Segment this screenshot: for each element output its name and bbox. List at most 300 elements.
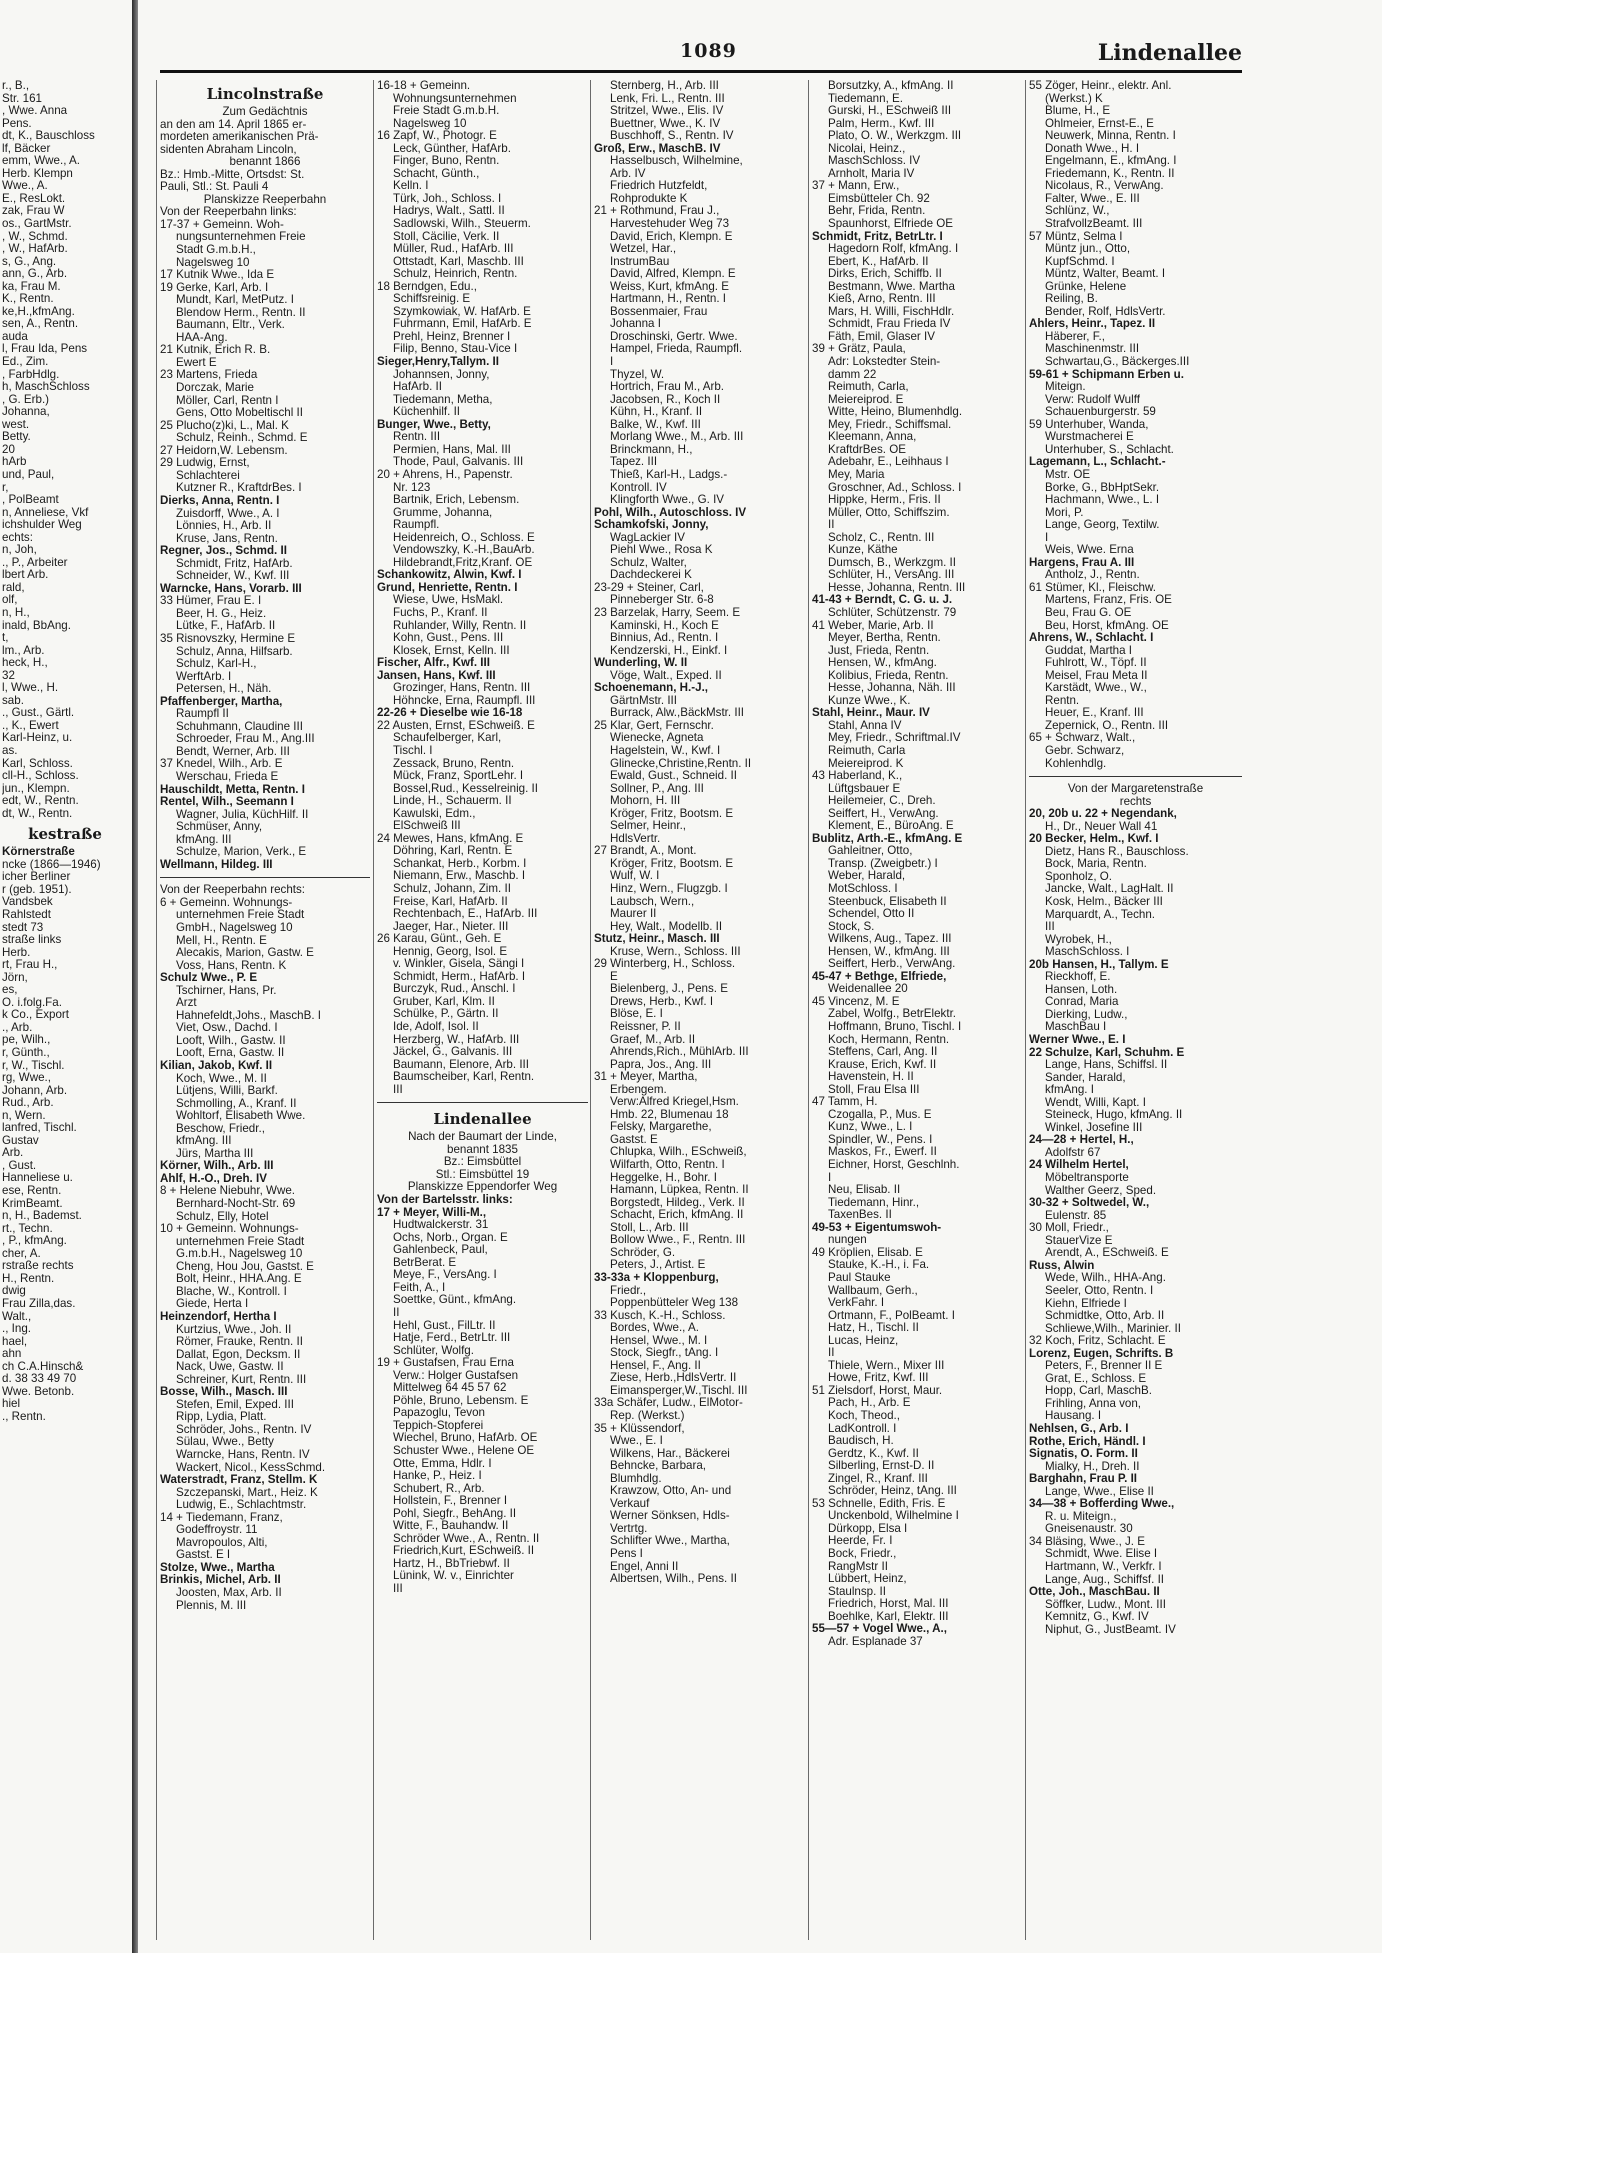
directory-line: Hensen, W., kfmAng. [828, 657, 937, 670]
directory-line: ncke (1866—1946) [2, 858, 101, 871]
directory-line: dwig [2, 1285, 26, 1298]
directory-line: Jörn, [2, 971, 28, 984]
directory-line: Grünke, Helene [1045, 280, 1127, 293]
directory-line: Nicolai, Heinz., [828, 142, 906, 155]
directory-line: Schlüter, Schützenstr. 79 [828, 606, 957, 619]
directory-line: ichshulder Weg [2, 519, 82, 532]
column-2 [377, 80, 588, 1940]
directory-line: Lünink, W. v., Einrichter [393, 1570, 514, 1583]
directory-line: Hagelstein, W., Kwf. I [610, 744, 721, 757]
directory-line: Hoffmann, Bruno, Tischl. I [828, 1021, 962, 1034]
directory-line: rt, Frau H., [2, 959, 58, 972]
directory-line: Kaminski, H., Koch E [610, 619, 719, 632]
directory-line: Antholz, J., Rentn. [1045, 569, 1140, 582]
directory-line: Linde, H., Schauerm. II [393, 795, 512, 808]
directory-line: Paul Stauke [828, 1271, 891, 1284]
directory-line: Von der Bartelsstr. links: [377, 1194, 513, 1207]
directory-line: Hesse, Johanna, Rentn. III [828, 581, 966, 594]
directory-line: Von der Reeperbahn rechts: [160, 884, 306, 897]
directory-line: ka, Frau M. [2, 280, 61, 293]
header-rule [160, 70, 1242, 73]
directory-line: Nack, Uwe, Gastw. II [176, 1361, 284, 1374]
directory-line: 24 Mewes, Hans, kfmAng. E [377, 832, 524, 845]
directory-line: unternehmen Freie Stadt [176, 909, 305, 922]
directory-line: Schamkofski, Jonny, [594, 519, 709, 532]
directory-line: Schulz, Reinh., Schmd. E [176, 432, 308, 445]
directory-line: Söffker, Ludw., Mont. III [1045, 1598, 1166, 1611]
directory-line: 35 Risnovszky, Hermine E [160, 632, 296, 645]
directory-line: stedt 73 [2, 921, 44, 934]
directory-line: Warncke, Hans, Rentn. IV [176, 1448, 310, 1461]
directory-line: Schulz, Heinrich, Rentn. [393, 268, 518, 281]
directory-line: Eulenstr. 85 [1045, 1209, 1107, 1222]
directory-line: Reimuth, Carla, [828, 381, 909, 394]
directory-line: k Co., Export [2, 1009, 70, 1022]
directory-line: emm, Wwe., A. [2, 155, 80, 168]
directory-line: Arzt [176, 997, 197, 1010]
directory-line: Papazoglu, Tevon [393, 1407, 485, 1420]
directory-line: kfmAng. III [176, 833, 232, 846]
directory-line: Unckenbold, Wilhelmine I [828, 1510, 959, 1523]
directory-line: Jaeger, Har., Nieter. III [393, 920, 509, 933]
directory-line: Bielenberg, J., Pens. E [610, 983, 728, 996]
directory-line: es, [2, 984, 18, 997]
directory-line: Lütjens, Willi, Barkf. [176, 1085, 278, 1098]
directory-line: Dierking, Ludw., [1045, 1008, 1128, 1021]
directory-line: 37 Knedel, Wilh., Arb. E [160, 758, 283, 771]
directory-line: Pens. [2, 117, 32, 130]
directory-line: 23-29 + Steiner, Carl, [594, 581, 704, 594]
directory-line: Eimansperger,W.,Tischl. III [610, 1384, 748, 1397]
directory-line: Witte, F., Bauhandw. II [393, 1520, 509, 1533]
directory-line: Hahnefeldt,Johs., MaschB. I [176, 1009, 321, 1022]
directory-line: jun., Klempn. [2, 782, 70, 795]
directory-line: Sieger,Henry,Tallym. II [377, 356, 499, 369]
directory-line: GärtnMstr. III [610, 694, 677, 707]
directory-line: BetrBerat. E [393, 1256, 457, 1269]
directory-line: Hadrys, Walt., Sattl. II [393, 205, 505, 218]
directory-line: Döhring, Karl, Rentn. E [393, 845, 513, 858]
directory-line: Stock, S. [828, 920, 875, 933]
directory-line: Meye, F., VersAng. I [393, 1269, 497, 1282]
directory-line: Weis, Wwe. Erna [1045, 544, 1134, 557]
directory-line: Kunze Wwe., K. [828, 694, 911, 707]
directory-line: Bock, Friedr., [828, 1547, 897, 1560]
directory-line: Kiehn, Elfriede I [1045, 1297, 1127, 1310]
directory-line: Ochs, Norb., Organ. E [393, 1231, 508, 1244]
directory-line: Miteign. [1045, 381, 1086, 394]
directory-line: WagLackier IV [610, 531, 685, 544]
directory-line: Blendow Herm., Rentn. II [176, 306, 306, 319]
directory-line: H., Dr., Neuer Wall 41 [1045, 820, 1158, 833]
directory-line: 8 + Helene Niebuhr, Wwe. [160, 1185, 296, 1198]
directory-line: 33 Hümer, Frau E. I [160, 595, 262, 608]
directory-line: Otte, Emma, Hdlr. I [393, 1457, 492, 1470]
directory-line: 41-43 + Berndt, C. G. u. J. [812, 594, 953, 607]
directory-line: Walt., [2, 1310, 32, 1323]
directory-line: Höhncke, Erna, Raumpfl. III [393, 694, 536, 707]
directory-line: Plato, O. W., Werkzgm. III [828, 130, 962, 143]
directory-line: Hollstein, F., Brenner I [393, 1495, 508, 1508]
directory-line: Körnerstraße [2, 846, 75, 859]
directory-line: 10 + Gemeinn. Wohnungs- [160, 1223, 299, 1236]
directory-line: pe, Wilh., [2, 1034, 51, 1047]
directory-line: , W., Schmd. [2, 230, 68, 243]
directory-line: Str. 161 [2, 92, 42, 105]
directory-line: Borke, G., BbHptSekr. [1045, 481, 1160, 494]
directory-line: 24—28 + Hertel, H., [1029, 1134, 1134, 1147]
directory-line: Erbengem. [610, 1083, 667, 1096]
directory-line: Ed., Zim. [2, 356, 49, 369]
directory-line: Dierks, Anna, Rentn. I [160, 494, 280, 507]
directory-line: TaxenBes. II [828, 1209, 892, 1222]
directory-line: 27 Heidorn,W. Lebensm. [160, 444, 288, 457]
directory-line: 55—57 + Vogel Wwe., A., [812, 1623, 947, 1636]
directory-line: Pens I [610, 1547, 643, 1560]
directory-line: Mori, P. [1045, 506, 1084, 519]
directory-line: auda [2, 330, 28, 343]
directory-line: Lange, Wwe., Elise II [1045, 1485, 1154, 1498]
directory-line: Droschinski, Gertr. Wwe. [610, 330, 738, 343]
directory-line: as. [2, 744, 18, 757]
directory-line: Steineck, Hugo, kfmAng. II [1045, 1109, 1183, 1122]
directory-line: Kröger, Fritz, Bootsm. E [610, 807, 734, 820]
directory-line: StrafvollzBeamt. III [1045, 218, 1143, 231]
directory-line: Schmidt, Herm., HafArb. I [393, 970, 526, 983]
directory-line: Bendt, Werner, Arb. III [176, 745, 290, 758]
directory-line: Ahlers, Heinr., Tapez. II [1029, 318, 1156, 331]
directory-line: Weiss, Kurt, kfmAng. E [610, 280, 729, 293]
section-heading: kestraße [28, 825, 102, 844]
section-heading: Lindenallee [433, 1110, 532, 1129]
directory-line: Beer, H. G., Heiz. [176, 607, 267, 620]
directory-line: Vertrtg. [610, 1522, 648, 1535]
directory-line: Wunderling, W. II [594, 657, 688, 670]
directory-line: Wienecke, Agneta [610, 732, 704, 745]
directory-line: olf, [2, 594, 18, 607]
directory-line: Wagner, Julia, KüchHilf. II [176, 808, 309, 821]
directory-line: Jäckel, G., Galvanis. III [393, 1046, 513, 1059]
directory-line: Hensen, W., kfmAng. III [828, 945, 950, 958]
directory-line: Heinzendorf, Hertha I [160, 1310, 277, 1323]
directory-line: sab. [2, 694, 24, 707]
directory-line: Ottstadt, Karl, Maschb. III [393, 255, 524, 268]
directory-line: Schuster Wwe., Helene OE [393, 1444, 535, 1457]
directory-line: Binnius, Ad., Rentn. I [610, 632, 719, 645]
directory-line: Arb. IV [610, 167, 646, 180]
directory-line: ., Arb. [2, 1021, 33, 1034]
directory-line: Conrad, Maria [1045, 996, 1119, 1009]
directory-line: LadKontroll. I [828, 1422, 897, 1435]
directory-line: Jancke, Walt., LagHalt. II [1045, 883, 1174, 896]
directory-line: Stolze, Wwe., Martha [160, 1561, 275, 1574]
directory-line: Palm, Herm., Kwf. III [828, 117, 935, 130]
directory-line: Plennis, M. III [176, 1599, 247, 1612]
directory-line: Werschau, Frieda E [176, 770, 279, 783]
directory-line: Prehl, Heinz, Brenner I [393, 330, 511, 343]
directory-line: Selmer, Heinr., [610, 820, 687, 833]
directory-line: Hausang. I [1045, 1410, 1102, 1423]
directory-line: Rep. (Werkst.) [610, 1409, 685, 1422]
directory-line: straße links [2, 934, 62, 947]
directory-line: Havenstein, H. II [828, 1071, 914, 1084]
directory-line: Arendt, A., ESchweiß. E [1045, 1247, 1169, 1260]
directory-line: Schreiner, Kurt, Rentn. III [176, 1373, 307, 1386]
directory-line: 29 Winterberg, H., Schloss. [594, 958, 736, 971]
directory-line: Kleemann, Anna, [828, 431, 917, 444]
directory-line: 14 + Tiedemann, Franz, [160, 1511, 283, 1524]
directory-line: Thieß, Karl-H., Ladgs.- [610, 468, 728, 481]
directory-line: Donath Wwe., H. I [1045, 142, 1140, 155]
directory-line: Hanke, P., Heiz. I [393, 1470, 482, 1483]
directory-line: Schulze, Marion, Verk., E [176, 846, 307, 859]
directory-line: Laubsch, Wern., [610, 895, 695, 908]
directory-line: Koch, Hermann, Rentn. [828, 1033, 950, 1046]
directory-line: n, Wern. [2, 1109, 46, 1122]
directory-line: 61 Stümer, Kl., Fleischw. [1029, 581, 1156, 594]
directory-line: Stadt G.m.b.H., [176, 244, 256, 257]
directory-line: Ebert, K., HafArb. II [828, 255, 929, 268]
directory-line: Wohnungsunternehmen [393, 92, 517, 105]
directory-line: Stauke, K.-H., i. Fa. [828, 1259, 930, 1272]
directory-line: Maskos, Fr., Ewerf. II [828, 1146, 937, 1159]
directory-line: Pohl, Siegfr., BehAng. II [393, 1507, 517, 1520]
directory-line: Lübbert, Heinz, [828, 1573, 907, 1586]
directory-line: Frau Zilla,das. [2, 1297, 76, 1310]
directory-line: Spindler, W., Pens. I [828, 1133, 933, 1146]
directory-line: Mohorn, H. III [610, 795, 681, 808]
directory-line: HAA-Ang. [176, 331, 228, 344]
directory-line: Hinz, Wern., Flugzgb. I [610, 883, 728, 895]
directory-line: 6 + Gemeinn. Wohnungs- [160, 896, 293, 909]
directory-line: Krawzow, Otto, An- und [610, 1485, 732, 1498]
directory-line: Jansen, Hans, Kwf. III [377, 669, 496, 682]
directory-line: Ripp, Lydia, Platt. [176, 1411, 267, 1424]
directory-line: Rothe, Erich, Händl. I [1029, 1435, 1146, 1448]
directory-line: Klingforth Wwe., G. IV [610, 494, 725, 507]
directory-line: Permien, Hans, Mal. III [393, 443, 511, 456]
directory-line: Wohltorf, Elisabeth Wwe. [176, 1110, 306, 1123]
column-separator [1025, 80, 1026, 1940]
directory-line: Freie Stadt G.m.b.H. [393, 105, 500, 118]
directory-line: mordeten amerikanischen Prä- [160, 131, 319, 144]
directory-line: Klosek, Ernst, Kelln. III [393, 644, 510, 657]
directory-line: , Gust. [2, 1159, 37, 1172]
directory-line: Mey, Friedr., Schriftmal.IV [828, 732, 961, 745]
directory-line: Schroeder, Frau M., Ang.III [176, 733, 315, 746]
directory-line: Russ, Alwin [1029, 1259, 1095, 1272]
directory-line: Meisel, Frau Meta II [1045, 669, 1148, 682]
directory-line: Nagelsweg 10 [176, 256, 250, 269]
directory-line: Borgstedt, Hildeg., Verk. II [610, 1196, 745, 1209]
directory-line: Silberling, Ernst-D. II [828, 1460, 935, 1473]
directory-line: Friedemann, K., Rentn. II [1045, 167, 1175, 180]
directory-line: Ziese, Herb.,HdlsVertr. II [610, 1372, 737, 1385]
directory-line: 30-32 + Soltwedel, W., [1029, 1197, 1150, 1210]
running-head: Lindenallee [1097, 40, 1242, 66]
directory-line: Poppenbütteler Weg 138 [610, 1297, 739, 1310]
directory-line: Stoll, L., Arb. III [610, 1221, 689, 1234]
directory-line: Alecakis, Marion, Gastw. E [176, 947, 314, 960]
directory-line: Groschner, Ad., Schloss. I [828, 481, 962, 494]
directory-line: rstraße rechts [2, 1260, 74, 1273]
directory-line: Eichner, Horst, Geschlnh. [828, 1159, 960, 1172]
directory-line: dt, K., Bauschloss [2, 130, 95, 143]
column-1 [160, 80, 370, 1940]
directory-line: Wallbaum, Gerh., [828, 1284, 918, 1297]
directory-line: 20b Hansen, H., Tallym. E [1029, 958, 1169, 971]
directory-line: Nehlsen, G., Arb. I [1029, 1422, 1129, 1435]
directory-line: Fuhlrott, W., Töpf. II [1045, 657, 1147, 670]
directory-line: Winkel, Josefine III [1045, 1121, 1143, 1134]
directory-line: Wulf, W. I [610, 870, 660, 883]
directory-line: Mavropoulos, Alti, [176, 1536, 268, 1549]
directory-line: Kelln. I [393, 180, 429, 193]
directory-line: 22-26 + Dieselbe wie 16-18 [377, 707, 523, 720]
directory-line: Kurtzius, Wwe., Joh. II [176, 1323, 292, 1336]
directory-line: h, MaschSchloss [2, 381, 90, 394]
directory-line: Bollow Wwe., F., Rentn. III [610, 1234, 746, 1247]
directory-line: Spaunhorst, Elfriede OE [828, 218, 954, 231]
directory-line: Hagedorn Rolf, kfmAng. I [828, 243, 959, 256]
directory-line: Ide, Adolf, Isol. II [393, 1021, 479, 1034]
directory-line: Wellmann, Hildeg. III [160, 858, 273, 871]
directory-line: Ewert E [176, 356, 217, 369]
directory-line: Morlang Wwe., M., Arb. III [610, 431, 744, 444]
directory-line: Schankat, Herb., Korbm. I [393, 857, 527, 870]
directory-line: Heidenreich, O., Schloss. E [393, 531, 535, 544]
directory-line: Blache, W., Kontroll. I [176, 1285, 287, 1298]
directory-line: Stoll, Cäcilie, Verk. II [393, 230, 500, 243]
directory-line: Küchenhilf. II [393, 406, 461, 419]
directory-line: Hudtwalckerstr. 31 [393, 1219, 489, 1232]
directory-line: ch C.A.Hinsch& [2, 1360, 84, 1373]
directory-line: Ludwig, E., Schlachtmstr. [176, 1499, 307, 1512]
directory-line: Lorenz, Eugen, Schrifts. B [1029, 1347, 1174, 1360]
directory-line: Schmidt, Fritz, BetrLtr. I [812, 230, 943, 243]
directory-line: III [393, 1582, 403, 1595]
directory-line: Werner Sönksen, Hdls- [610, 1510, 730, 1523]
directory-line: Waterstradt, Franz, Stellm. K [160, 1474, 318, 1487]
directory-line: Hamann, Lüpkea, Rentn. II [610, 1184, 749, 1197]
directory-line: Karl, Schloss. [2, 757, 73, 770]
directory-line: benannt 1866 [229, 156, 301, 169]
directory-line: kfmAng. III [176, 1135, 232, 1148]
directory-line: Vöge, Walt., Exped. II [610, 669, 722, 682]
directory-line: Schmidt, Wwe. Elise I [1045, 1548, 1158, 1561]
directory-line: Tschirner, Hans, Pr. [176, 984, 277, 997]
directory-line: Hatz, H., Tischl. II [828, 1322, 919, 1335]
directory-line: Hachmann, Wwe., L. I [1045, 494, 1160, 507]
directory-line: Grund, Henriette, Rentn. I [377, 581, 518, 594]
directory-line: Schmidt, Fritz, HafArb. [176, 557, 293, 570]
directory-line: Martens, Franz, Fris. OE [1045, 594, 1172, 607]
directory-line: n, Joh, [2, 544, 37, 557]
directory-line: Grat, E., Schloss. E [1045, 1372, 1147, 1385]
directory-line: 24 Wilhelm Hertel, [1029, 1159, 1129, 1172]
directory-line: 34—38 + Bofferding Wwe., [1029, 1498, 1175, 1511]
directory-line: r, Günth., [2, 1047, 50, 1060]
directory-line: Fuchs, P., Kranf. II [393, 606, 488, 619]
directory-line: Boehlke, Karl, Elektr. III [828, 1610, 949, 1623]
directory-line: r., B., [2, 80, 30, 92]
directory-line: Niphut, G., JustBeamt. IV [1045, 1623, 1176, 1636]
directory-line: 21 + Rothmund, Frau J., [594, 205, 720, 218]
directory-line: 57 Müntz, Selma I [1029, 230, 1123, 243]
directory-line: Borsutzky, A., kfmAng. II [828, 80, 954, 92]
directory-line: H., Rentn. [2, 1272, 55, 1285]
directory-line: Arnholt, Maria IV [828, 167, 915, 180]
directory-line: Lütke, F., HafArb. II [176, 620, 276, 633]
directory-line: Betty. [2, 431, 31, 444]
directory-line: Ahlf, H.-O., Dreh. IV [160, 1172, 267, 1185]
directory-line: Lange, Hans, Schiffsl. II [1045, 1059, 1168, 1072]
directory-line: unternehmen Freie Stadt [176, 1235, 305, 1248]
directory-line: Heerde, Fr. I [828, 1535, 893, 1548]
directory-line: MotSchloss. I [828, 883, 898, 895]
directory-line: Werner Wwe., E. I [1029, 1034, 1126, 1047]
directory-line: Kröger, Fritz, Bootsm. E [610, 857, 734, 870]
directory-line: Steffens, Carl, Ang. II [828, 1046, 938, 1059]
directory-line: nungen [828, 1234, 867, 1247]
directory-line: ., K., Ewert [2, 719, 59, 732]
directory-line: Fuhrmann, Emil, HafArb. E [393, 318, 532, 331]
directory-line: rald, [2, 581, 25, 594]
directory-line: Fischer, Alfr., Kwf. III [377, 657, 490, 670]
directory-line: Hatje, Ferd., BetrLtr. III [393, 1332, 511, 1345]
directory-line: Wede, Wilh., HHA-Ang. [1045, 1272, 1166, 1285]
directory-line: Schröder, G. [610, 1246, 676, 1259]
directory-line: Friedrich, Horst, Mal. III [828, 1598, 949, 1611]
directory-line: Groß, Erw., MaschB. IV [594, 142, 721, 155]
directory-line: Lange, Georg, Textilw. [1045, 519, 1160, 532]
directory-line: Schlüter, Wolfg. [393, 1344, 474, 1357]
directory-line: 43 Haberland, K., [812, 770, 903, 783]
directory-line: Adr. Esplanade 37 [828, 1635, 923, 1648]
directory-line: Lagemann, L., Schlacht.- [1029, 456, 1166, 469]
directory-line: Maschinenmstr. III [1045, 343, 1140, 356]
directory-line: Schulz, Anna, Hilfsarb. [176, 645, 293, 658]
directory-line: Schröder, Heinz, tAng. III [828, 1485, 957, 1498]
directory-line: Hartz, H., BbTriebwf. II [393, 1557, 510, 1570]
directory-line: Peters, F., Brenner II E [1045, 1360, 1163, 1373]
directory-line: Schulz, Elly, Hotel [176, 1210, 269, 1223]
directory-line: Von der Reeperbahn links: [160, 206, 297, 219]
directory-line: Gens, Otto Mobeltischl II [176, 407, 303, 420]
directory-line: Blumhdlg. [610, 1472, 662, 1485]
directory-line: Thyzel, W. [610, 368, 665, 381]
directory-line: Ortmann, F., PolBeamt. I [828, 1309, 955, 1322]
directory-line: Mück, Franz, SportLehr. I [393, 770, 524, 783]
directory-line: Schröder Wwe., A., Rentn. II [393, 1532, 540, 1545]
directory-line: Wilfarth, Otto, Rentn. I [610, 1159, 725, 1172]
directory-line: Hehl, Gust., FilLtr. II [393, 1319, 496, 1332]
directory-line: Mundt, Karl, MetPutz. I [176, 294, 294, 307]
directory-line: Voss, Hans, Rentn. K [176, 959, 287, 972]
directory-line: Bestmann, Wwe. Martha [828, 280, 955, 293]
directory-line: Meiereiprod. K [828, 757, 904, 770]
directory-line: r, [2, 481, 9, 494]
directory-line: Schwartau,G., Bäckerges.III [1045, 356, 1190, 369]
directory-line: Schacht, Erich, kfmAng. II [610, 1209, 744, 1222]
directory-line: Heuer, E., Kranf. III [1045, 707, 1144, 720]
directory-line: 23 Martens, Frieda [160, 369, 258, 382]
directory-line: Ahrens, W., Schlacht. I [1029, 632, 1154, 645]
directory-line: Häberer, F., [1045, 330, 1105, 343]
directory-line: ., Rentn. [2, 1410, 46, 1423]
directory-line: Stoll, Frau Elsa III [828, 1083, 920, 1096]
directory-line: Heilemeier, C., Dreh. [828, 795, 936, 808]
